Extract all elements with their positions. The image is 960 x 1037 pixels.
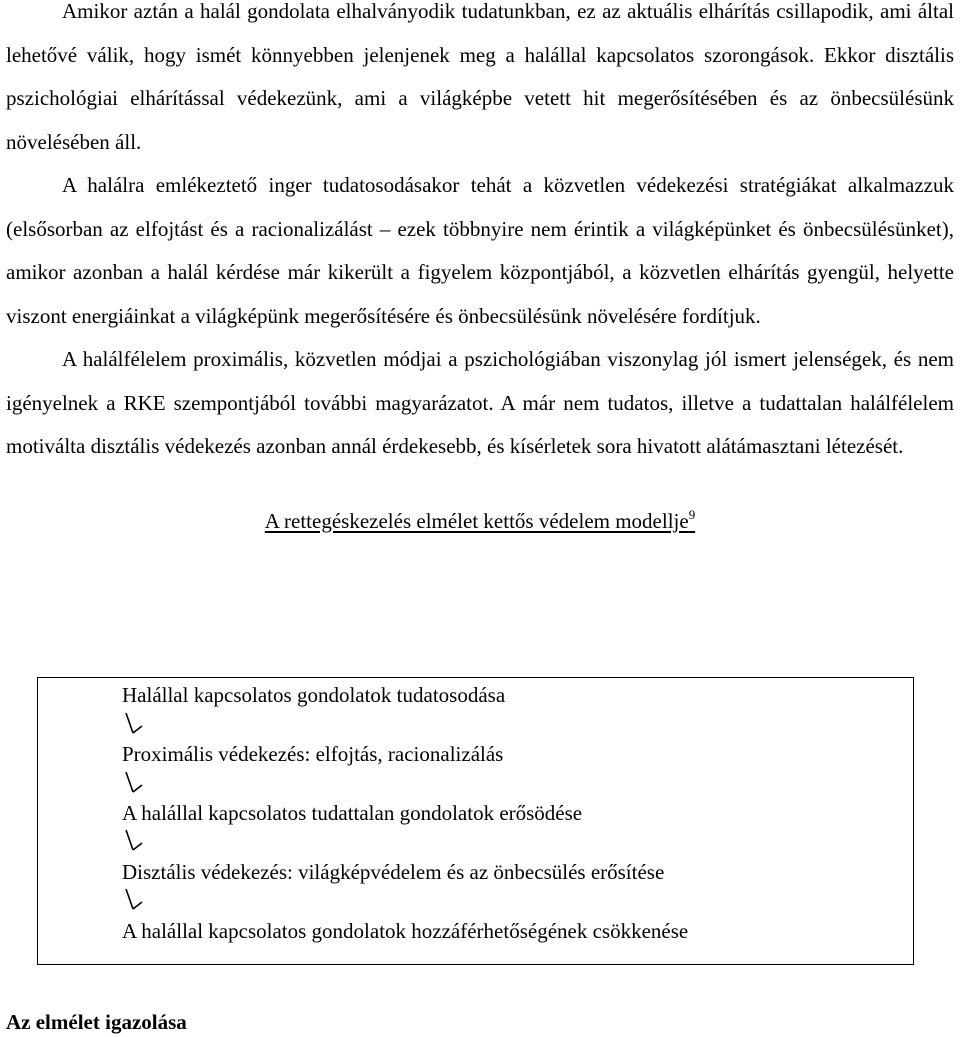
paragraph-2 (6, 164, 954, 338)
arrow-down-icon (122, 770, 144, 796)
arrow-down-icon (122, 711, 144, 737)
figure-heading-title (264, 506, 696, 533)
paragraph-3-text: A halálfélelem proximális, közvetlen módjai a pszichológiában viszonylag jól ismert jelenségek, és nem igényelnek a RKE szempontjából további magyarázatot. A már nem tudatos, illetve a tudattalan halálfélelem motiválta disztális védekezés azonban annál érdekesebb, és kísérletek sora hivatott alátámasztani létezését. (6, 347, 954, 458)
footnote-marker: 9 (688, 506, 696, 522)
paragraph-2-text: A halálra emlékeztető inger tudatosodásakor tehát a közvetlen védekezési stratégiákat alkalmazzuk (elsősorban az elfojtást és a racionalizálást – ezek többnyire nem érintik a világképünket és önbecsülésünket), amikor azonban a halál kérdése már kikerült a figyelem központjából, a közvetlen elhárítás gyengül, helyette viszont energiáinkat a világképünk megerősítésére és önbecsülésünk növelésére fordítjuk. (6, 173, 954, 328)
model-step-4: Disztális védekezés: világképvédelem és az önbecsülés erősítése (122, 860, 665, 884)
arrow-down-icon (122, 828, 144, 854)
model-step-5: A halállal kapcsolatos gondolatok hozzáférhetőségének csökkenése (122, 919, 689, 943)
figure-heading (6, 506, 954, 536)
paragraph-1 (6, 0, 954, 164)
figure-heading-text: A rettegéskezelés elmélet kettős védelem modellje (264, 508, 689, 533)
paragraph-1-text: Amikor aztán a halál gondolata elhalványodik tudatunkban, ez az aktuális elhárítás csillapodik, ami által lehetővé válik, hogy ismét könnyebben jelenjenek meg a halállal kapcsolatos szorongások. Ekkor disztális pszichológiai elhárítással védekezünk, ami a világképbe vetett hit megerősítésében és az önbecsülésünk növelésében áll. (6, 0, 954, 154)
document-page (6, 0, 954, 536)
section-title: Az elmélet igazolása (6, 1010, 187, 1034)
model-diagram-box (37, 677, 914, 965)
arrow-down-icon (122, 887, 144, 913)
model-step-2: Proximális védekezés: elfojtás, racionalizálás (122, 742, 504, 766)
model-step-1: Halállal kapcsolatos gondolatok tudatosodása (122, 683, 506, 707)
model-step-3: A halállal kapcsolatos tudattalan gondolatok erősödése (122, 801, 583, 825)
paragraph-3 (6, 338, 954, 469)
